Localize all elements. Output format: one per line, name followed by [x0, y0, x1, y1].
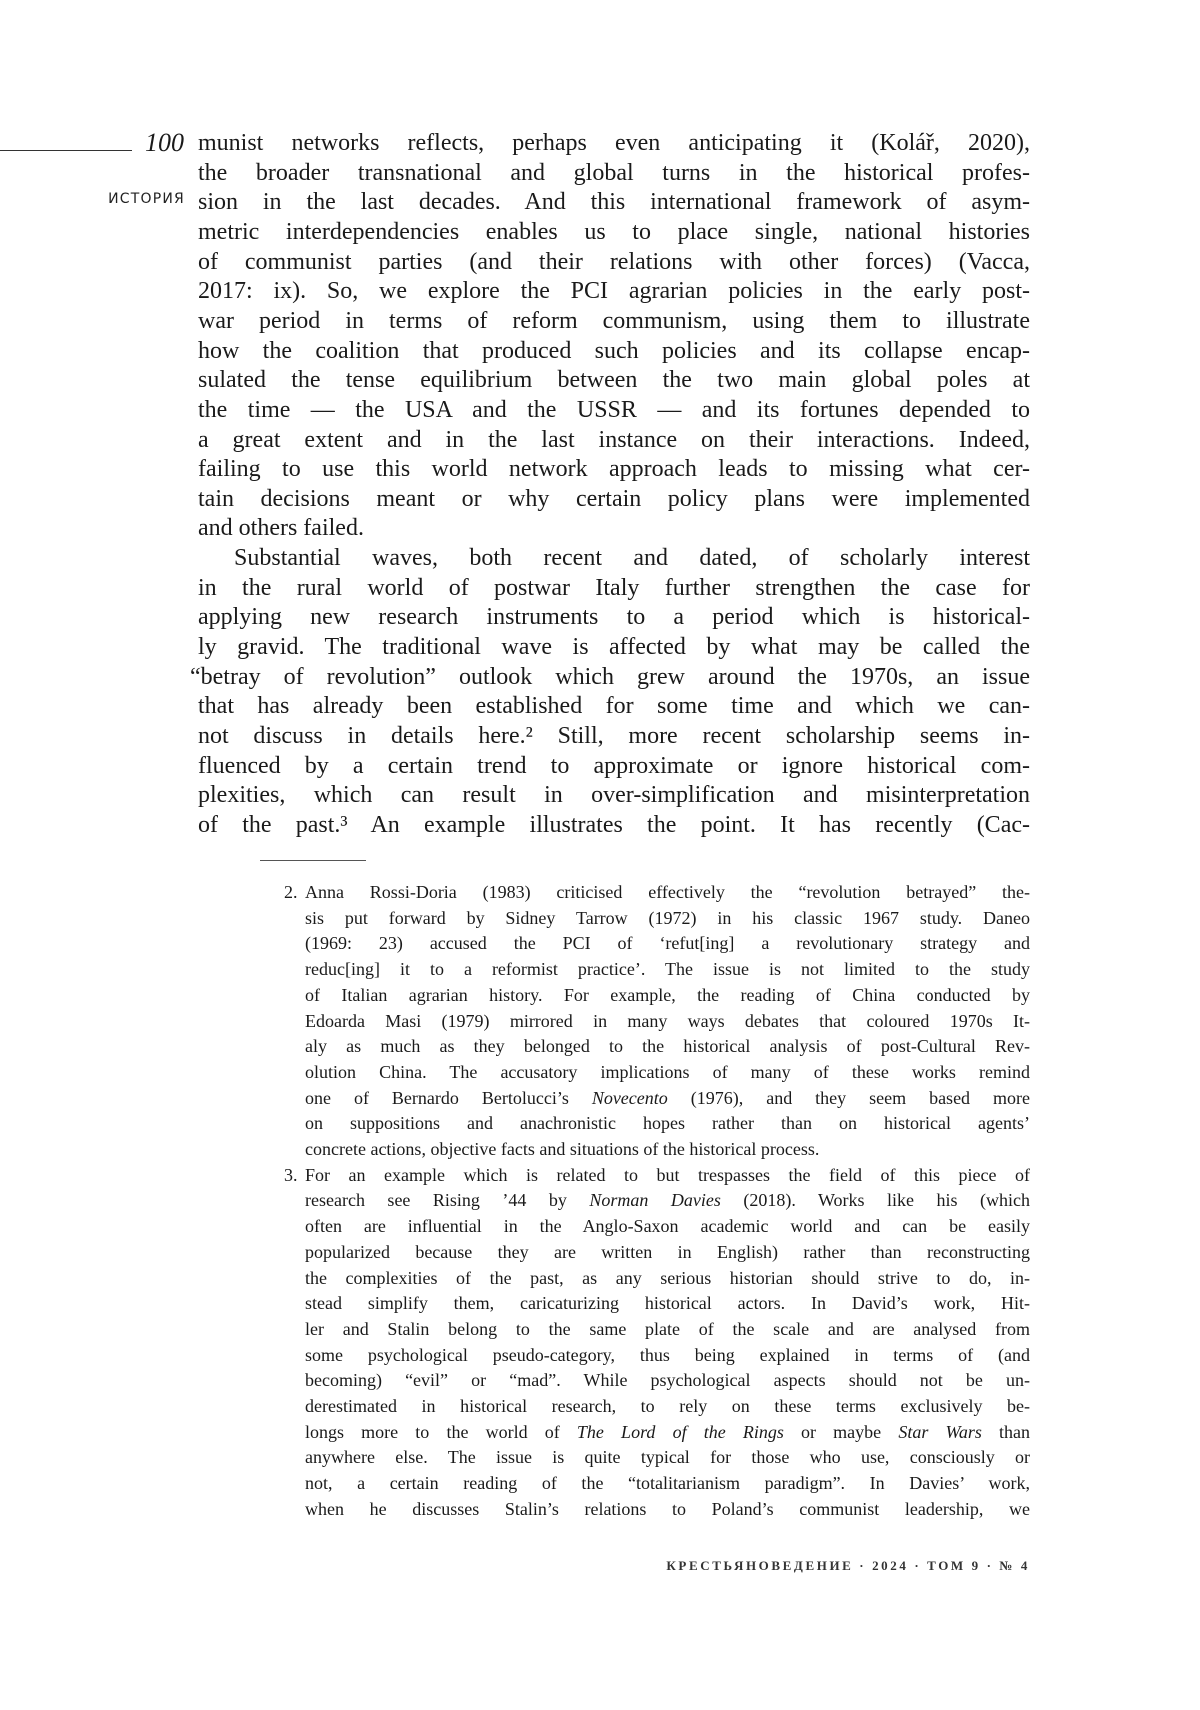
- footnote-line: For an example which is related to but trespasses the field of this piece of: [305, 1162, 1030, 1188]
- body-line: munist networks reflects, perhaps even anticipating it (Kolář, 2020),: [198, 128, 1030, 158]
- body-line: tain decisions meant or why certain policy plans were implemented: [198, 484, 1030, 514]
- body-line: the time — the USA and the USSR — and its fortunes depended to: [198, 395, 1030, 425]
- footnote-line: popularized because they are written in English) rather than reconstructing: [305, 1239, 1030, 1265]
- italic-title: The Lord of the Rings: [577, 1422, 784, 1442]
- footnote-line: one of Bernardo Bertolucci’s Novecento (1976), and they seem based more: [305, 1085, 1030, 1111]
- footnote-line: the complexities of the past, as any serious historian should strive to do, in-: [305, 1265, 1030, 1291]
- footnote-number: 3.: [284, 1162, 298, 1188]
- body-line: of the past.³ An example illustrates the point. It has recently (Cac-: [198, 810, 1030, 840]
- journal-footer: КРЕСТЬЯНОВЕДЕНИЕ · 2024 · ТОМ 9 · № 4: [640, 1558, 1030, 1574]
- body-line: metric interdependencies enables us to place single, national histories: [198, 217, 1030, 247]
- footnote-line: olution China. The accusatory implications of many of these works remind: [305, 1059, 1030, 1085]
- body-line: in the rural world of postwar Italy further strengthen the case for: [198, 573, 1030, 603]
- body-line: of communist parties (and their relations with other forces) (Vacca,: [198, 247, 1030, 277]
- footnote-line: longs more to the world of The Lord of the Rings or maybe Star Wars than: [305, 1419, 1030, 1445]
- footnote-separator: [260, 860, 366, 861]
- footnote-line: derestimated in historical research, to rely on these terms exclusively be-: [305, 1393, 1030, 1419]
- footnote-line: concrete actions, objective facts and situations of the historical process.: [305, 1136, 1030, 1162]
- body-line: and others failed.: [198, 513, 1030, 543]
- page-number: 100: [120, 128, 184, 158]
- body-line: fluenced by a certain trend to approximate or ignore historical com-: [198, 751, 1030, 781]
- body-line: war period in terms of reform communism, using them to illustrate: [198, 306, 1030, 336]
- margin-rule: [0, 150, 132, 151]
- footnote-number: 2.: [284, 879, 298, 905]
- body-line: applying new research instruments to a period which is historical-: [198, 602, 1030, 632]
- footnote-line: aly as much as they belonged to the historical analysis of post-Cultural Rev-: [305, 1033, 1030, 1059]
- italic-title: Norman Davies: [589, 1190, 720, 1210]
- footnote-line: research see Rising ’44 by Norman Davies (2018). Works like his (which: [305, 1187, 1030, 1213]
- body-line: how the coalition that produced such policies and its collapse encap-: [198, 336, 1030, 366]
- body-line: a great extent and in the last instance on their interactions. Indeed,: [198, 425, 1030, 455]
- footnote-line: some psychological pseudo-category, thus being explained in terms of (and: [305, 1342, 1030, 1368]
- footnote-line: on suppositions and anachronistic hopes rather than on historical agents’: [305, 1110, 1030, 1136]
- footnote-line: of Italian agrarian history. For example, the reading of China conducted by: [305, 982, 1030, 1008]
- body-line: sulated the tense equilibrium between the two main global poles at: [198, 365, 1030, 395]
- footnote-line: when he discusses Stalin’s relations to Poland’s communist leadership, we: [305, 1496, 1030, 1522]
- body-line: sion in the last decades. And this international framework of asym-: [198, 187, 1030, 217]
- footnote-line: Anna Rossi-Doria (1983) criticised effectively the “revolution betrayed” the-: [305, 879, 1030, 905]
- footnote-line: Edoarda Masi (1979) mirrored in many ways debates that coloured 1970s It-: [305, 1008, 1030, 1034]
- footnote-line: often are influential in the Anglo-Saxon academic world and can be easily: [305, 1213, 1030, 1239]
- body-line: plexities, which can result in over-simplification and misinterpretation: [198, 780, 1030, 810]
- section-label: ИСТОРИЯ: [60, 191, 185, 207]
- body-line: the broader transnational and global turns in the historical profes-: [198, 158, 1030, 188]
- italic-title: Star Wars: [898, 1422, 982, 1442]
- body-line: “betray of revolution” outlook which grew around the 1970s, an issue: [190, 662, 1030, 692]
- footnote-line: sis put forward by Sidney Tarrow (1972) in his classic 1967 study. Daneo: [305, 905, 1030, 931]
- body-line: not discuss in details here.² Still, more recent scholarship seems in-: [198, 721, 1030, 751]
- footnote-line: anywhere else. The issue is quite typical for those who use, consciously or: [305, 1444, 1030, 1470]
- body-line: ly gravid. The traditional wave is affected by what may be called the: [198, 632, 1030, 662]
- body-line: failing to use this world network approach leads to missing what cer-: [198, 454, 1030, 484]
- footnote-line: (1969: 23) accused the PCI of ‘refut[ing] a revolutionary strategy and: [305, 930, 1030, 956]
- body-line: that has already been established for some time and which we can-: [198, 691, 1030, 721]
- footnote-line: ler and Stalin belong to the same plate of the scale and are analysed from: [305, 1316, 1030, 1342]
- body-line: 2017: ix). So, we explore the PCI agrarian policies in the early post-: [198, 276, 1030, 306]
- body-line: Substantial waves, both recent and dated, of scholarly interest: [234, 543, 1030, 573]
- footnote-line: reduc[ing] it to a reformist practice’. The issue is not limited to the study: [305, 956, 1030, 982]
- footnote-line: not, a certain reading of the “totalitarianism paradigm”. In Davies’ work,: [305, 1470, 1030, 1496]
- footnote-line: stead simplify them, caricaturizing historical actors. In David’s work, Hit-: [305, 1290, 1030, 1316]
- italic-title: Novecento: [592, 1088, 668, 1108]
- footnote-line: becoming) “evil” or “mad”. While psychological aspects should not be un-: [305, 1367, 1030, 1393]
